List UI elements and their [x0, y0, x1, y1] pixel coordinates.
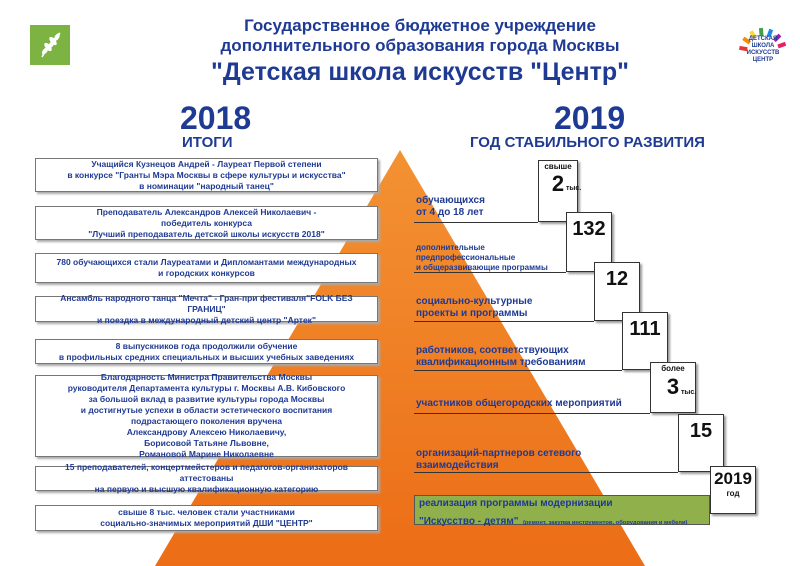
right-item-5-prefix: более	[661, 364, 685, 373]
left-year: 2018	[180, 100, 252, 136]
right-item-3-label: социально-культурные проекты и программы	[416, 296, 533, 319]
final-year-box	[710, 466, 756, 514]
left-subtitle: ИТОГИ	[182, 134, 233, 151]
header-line-1: Государственное бюджетное учреждение	[244, 16, 596, 35]
final-bar	[414, 495, 710, 525]
right-item-1-label: обучающихся от 4 до 18 лет	[416, 195, 485, 218]
right-item-3-number: 12	[605, 268, 629, 290]
right-item-6-label: организаций-партнеров сетевого взаимодействия	[416, 448, 582, 471]
right-item-5-label: участников общегородских мероприятий	[416, 398, 622, 409]
right-item-1-line	[414, 222, 538, 223]
final-year: 2019	[714, 469, 752, 488]
right-item-2-line	[414, 272, 566, 273]
right-item-5-number-box	[650, 362, 696, 413]
right-item-6-number: 15	[689, 420, 713, 442]
right-item-2-label: дополнительные предпрофессиональные и общеразвивающие программы	[416, 243, 548, 272]
school-logo-text: ДЕТСКАЯ ШКОЛА ИСКУССТВ ЦЕНТР	[746, 36, 780, 63]
school-logo	[738, 22, 788, 68]
header-title: "Детская школа искусств "Центр"	[211, 58, 629, 86]
right-item-4-line	[414, 370, 622, 371]
left-item-6: Благодарность Министра Правительства Москвы руководителя Департамента культуры г. Москвы А.В. Кибовского за большой вклад в развитие культуры города Москвы и достигнутые успехи в области эстетического воспитания подрастающего поколения вручена Александрову Алексею Николаевичу, Борисовой Татьяне Львовне, Романовой Марине Николаевне	[35, 375, 378, 457]
final-line-1: реализация программы модернизации	[419, 498, 613, 509]
left-item-1: Учащийся Кузнецов Андрей - Лауреат Первой степени в конкурсе "Гранты Мэра Москвы в сфере культуры и искусства" в номинации "народный танец"	[35, 158, 378, 192]
right-item-1-prefix: свыше	[544, 162, 572, 171]
right-item-1-suffix: тыс.	[566, 185, 582, 192]
leaf-logo-icon	[30, 25, 70, 65]
right-item-4-number: 111	[629, 318, 661, 340]
final-note: (ремонт, закупка инструментов, оборудования и мебели)	[522, 520, 688, 526]
final-year-sub: год	[726, 489, 740, 498]
left-item-8: свыше 8 тыс. человек стали участниками социально-значимых мероприятий ДШИ "ЦЕНТР"	[35, 505, 378, 531]
right-item-5-suffix: тыс.	[681, 389, 697, 396]
header-line-2: дополнительного образования города Москвы	[220, 36, 620, 55]
left-item-2: Преподаватель Александров Алексей Николаевич - победитель конкурса "Лучший преподаватель детской школы искусств 2018"	[35, 206, 378, 240]
right-item-3-line	[414, 321, 594, 322]
right-item-6-line	[414, 472, 678, 473]
left-item-5: 8 выпускников года продолжили обучение в профильных средних специальных и высших учебных заведениях	[35, 339, 378, 364]
right-item-5-number: 3	[666, 374, 680, 399]
right-item-6-number-box	[678, 414, 724, 472]
right-year: 2019	[554, 100, 626, 136]
left-item-7: 15 преподавателей, концертмейстеров и педагогов-организаторов аттестованы на первую и высшую квалификационную категорию	[35, 466, 378, 491]
right-item-5-line	[414, 413, 650, 414]
final-line-2: "Искусство - детям"	[419, 516, 519, 527]
right-item-2-number: 132	[572, 218, 606, 240]
right-item-4-label: работников, соответствующих квалификационным требованиям	[416, 345, 586, 368]
left-item-3: 780 обучающихся стали Лауреатами и Дипломантами международных и городских конкурсов	[35, 253, 378, 283]
left-item-4: Ансамбль народного танца "Мечта" - Гран-при фестиваля"FOLK БЕЗ ГРАНИЦ" и поездка в международный детский центр "Артек"	[35, 296, 378, 322]
right-subtitle: ГОД СТАБИЛЬНОГО РАЗВИТИЯ	[470, 134, 705, 151]
right-item-1-number: 2	[551, 171, 565, 196]
